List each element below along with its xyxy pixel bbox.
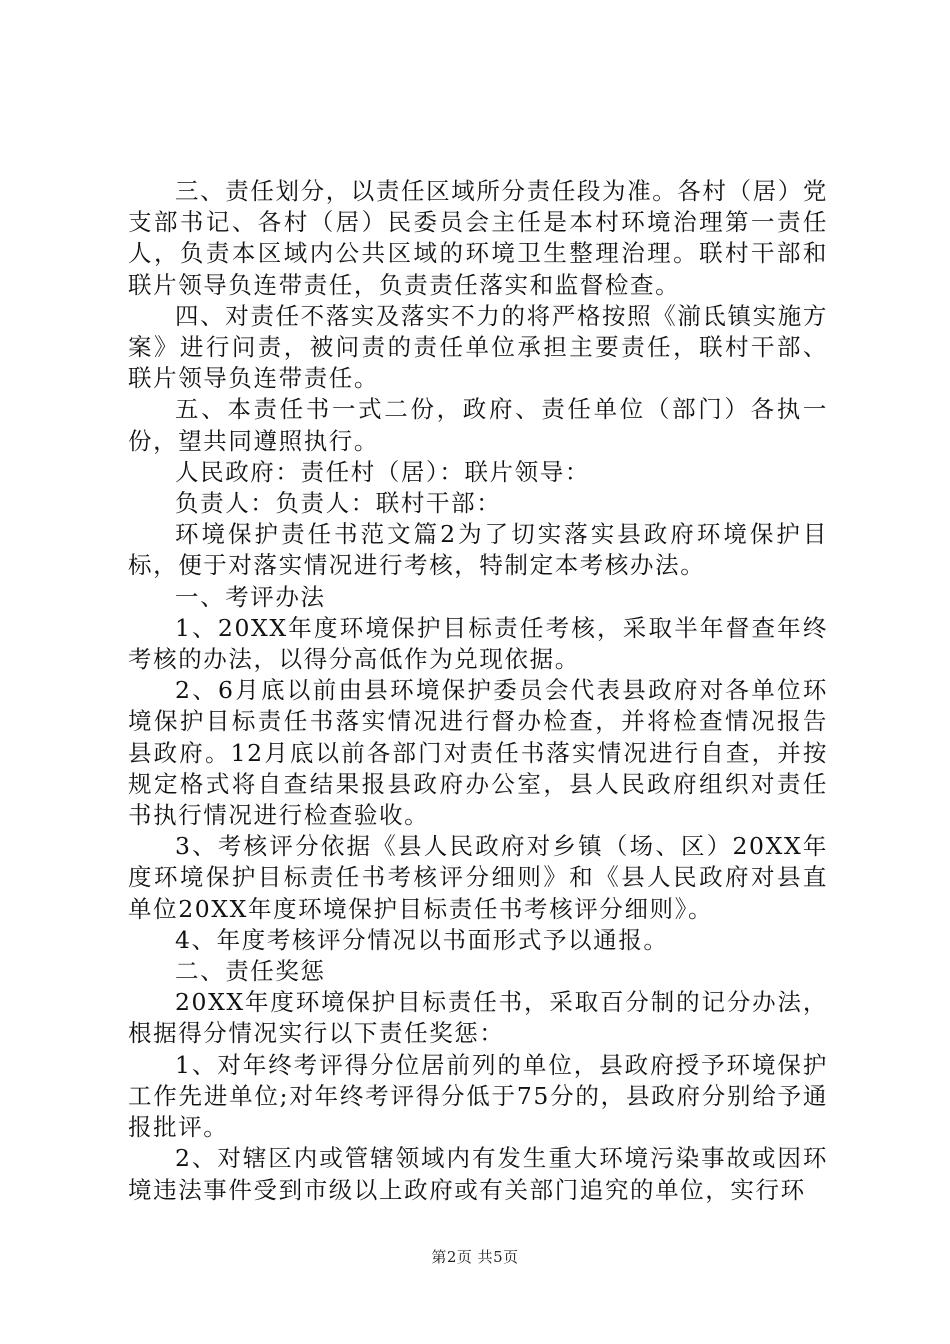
list-item-evaluation-4: 4、年度考核评分情况以书面形式予以通报。 [175,925,669,954]
paragraph-responsibility-division: 三、责任划分，以责任区域所分责任段为准。各村（居）党支部书记、各村（居）民委员会主任是本村环境治理第一责任人，负责本区域内公共区域的环境卫生整理治理。联村干部和联片领导负连带责任，负责责任落实和监督检查。 [128,177,828,299]
signature-line-government: 人民政府：责任村（居）：联片领导： [175,457,590,486]
paragraph-accountability: 四、对责任不落实及落实不力的将严格按照《湔氐镇实施方案》进行问责，被问责的责任单位承担主要责任，联村干部、联片领导负连带责任。 [128,301,828,393]
section-heading-rewards: 二、责任奖惩 [175,957,326,986]
paragraph-scoring-method: 20XX年度环境保护目标责任书，采取百分制的记分办法，根据得分情况实行以下责任奖惩： [128,988,828,1048]
list-item-rewards-2: 2、对辖区内或管辖领域内有发生重大环境污染事故或因环境违法事件受到市级以上政府或有关部门追究的单位，实行环 [128,1144,828,1204]
document-body [128,176,828,1206]
list-item-evaluation-2: 2、6月底以前由县环境保护委员会代表县政府对各单位环境保护目标责任书落实情况进行督办检查，并将检查情况报告县政府。12月底以前各部门对责任书落实情况进行自查，并按规定格式将自查结果报县政府办公室，县人民政府组织对责任书执行情况进行检查验收。 [128,676,828,830]
list-item-evaluation-3: 3、考核评分依据《县人民政府对乡镇（场、区）20XX年度环境保护目标责任书考核评分细则》和《县人民政府对县直单位20XX年度环境保护目标责任书考核评分细则》。 [128,832,828,923]
list-item-evaluation-1: 1、20XX年度环境保护目标责任考核，采取半年督查年终考核的办法，以得分高低作为兑现依据。 [128,613,828,674]
paragraph-copies: 五、本责任书一式二份，政府、责任单位（部门）各执一份，望共同遵照执行。 [128,395,828,455]
signature-line-responsible-person: 负责人：负责人：联村干部： [175,489,502,518]
paragraph-sample-2-intro: 环境保护责任书范文篇2为了切实落实县政府环境保护目标，便于对落实情况进行考核，特制定本考核办法。 [128,520,828,580]
list-item-rewards-1: 1、对年终考评得分位居前列的单位，县政府授予环境保护工作先进单位;对年终考评得分低于75分的，县政府分别给予通报批评。 [128,1050,828,1142]
page-number: 第2页 共5页 [431,1248,519,1266]
section-heading-evaluation: 一、考评办法 [175,582,326,611]
